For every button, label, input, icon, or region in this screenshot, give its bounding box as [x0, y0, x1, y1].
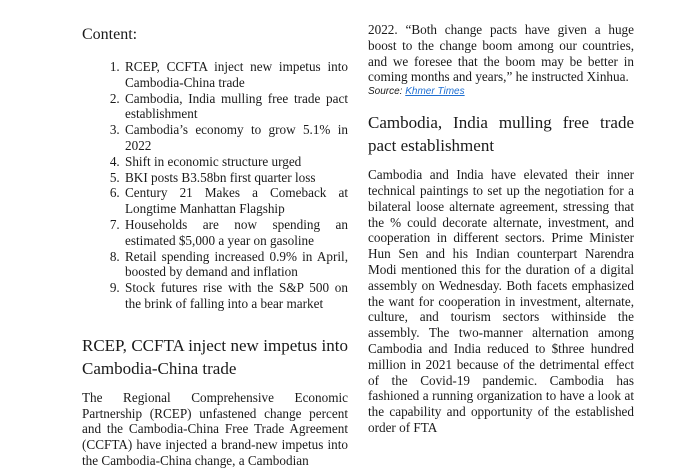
toc-item: 1. RCEP, CCFTA inject new impetus into Cambodia-China trade — [123, 59, 348, 91]
article1-heading: RCEP, CCFTA inject new impetus into Cambodia-China trade — [82, 335, 348, 378]
toc-item: 3. Cambodia’s economy to grow 5.1% in 2022 — [123, 122, 348, 154]
article1-source — [368, 85, 634, 99]
toc-title: Content: — [82, 26, 138, 43]
article1-body-continued: 2022. “Both change pacts have given a huge boost to the change boom among our countries, and we foresee that the boom may be better in coming months and years,” he instructed Xinhua. — [368, 22, 634, 85]
toc-item: 2. Cambodia, India mulling free trade pact establishment — [123, 91, 348, 123]
toc-item: 6. Century 21 Makes a Comeback at Longtime Manhattan Flagship — [123, 185, 348, 217]
source-link[interactable]: Khmer Times — [405, 86, 465, 98]
article2-body: Cambodia and India have elevated their inner technical paintings to set up the negotiation for a bilateral loose alternate agreement, stressing that the % could decorate alternate, investment, and cooperation in different sectors. Prime Minister Hun Sen and his Indian counterpart Narendra Modi mentioned this for the duration of a digital assembly on Wednesday. Both facets emphasized the want for cooperation in investment, alternate, culture, and tourism sectors withinside the assembly. The two-manner alternation among Cambodia and India reduced to $three hundred million in 2021 because of the detrimental effect of the Covid-19 pandemic. Cambodia has fashioned a running organization to have a look at the capability and opportunity of the established order of FTA — [368, 167, 634, 435]
toc-item: 7. Households are now spending an estimated $5,000 a year on gasoline — [123, 217, 348, 249]
right-column — [368, 22, 634, 436]
toc-item: 5. BKI posts B3.58bn first quarter loss — [123, 170, 348, 186]
source-label: Source: — [368, 86, 403, 98]
left-column — [82, 25, 348, 469]
article1-body: The Regional Comprehensive Economic Partnership (RCEP) unfastened change percent and the Cambodia-China Free Trade Agreement (CCFTA) have injected a brand-new impetus into the Cambodia-China change, a Cambodian — [82, 389, 348, 468]
toc-item: 9. Stock futures rise with the S&P 500 on the brink of falling into a bear market — [123, 280, 348, 312]
toc-item: 4. Shift in economic structure urged — [123, 154, 348, 170]
article2-heading: Cambodia, India mulling free trade pact establishment — [368, 113, 634, 156]
toc-list — [82, 59, 348, 312]
toc-item: 8. Retail spending increased 0.9% in April, boosted by demand and inflation — [123, 249, 348, 281]
